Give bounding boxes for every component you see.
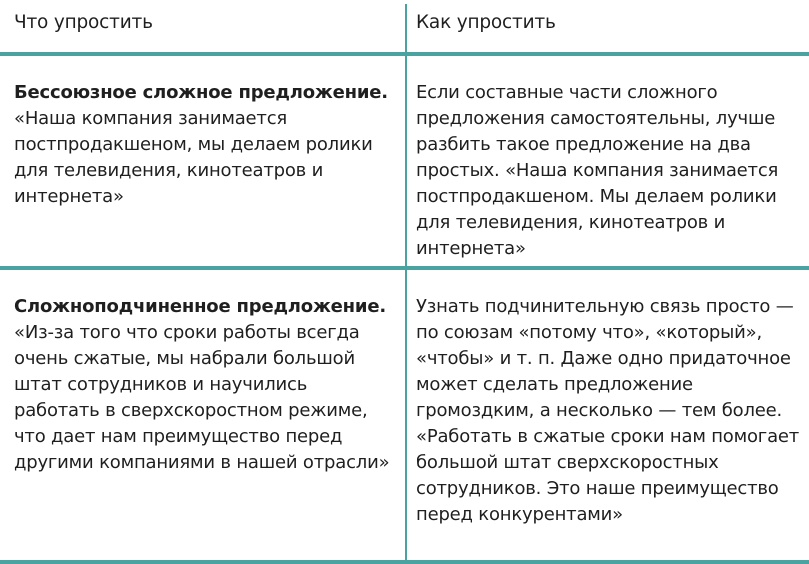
header-divider — [0, 52, 809, 56]
row-divider — [0, 266, 809, 270]
row-1-left-cell — [14, 80, 398, 210]
row-2-left-cell — [14, 294, 398, 476]
row-1-explanation: Если составные части сложного предложения самостоятельны, лучше разбить такое предложение на два простых. «Наша компания занимается постпродакшеном. Мы делаем ролики для телевидения, кинотеатров и интернета» — [416, 82, 779, 259]
row-1-right-cell — [416, 80, 800, 262]
header-how-to-simplify: Как упростить — [416, 12, 556, 33]
row-2-right-cell — [416, 294, 800, 528]
header-what-to-simplify: Что упростить — [14, 12, 153, 33]
row-2-explanation: Узнать подчинительную связь просто — по союзам «потому что», «который», «чтобы» и т. п. Даже одно придаточное может сделать предложение громоздким, а несколько — тем более. «Работать в сжатые сроки нам помогает большой штат сверхскоростных сотрудников. Это наше преимущество перед конкурентами» — [416, 296, 800, 525]
row-2-title: Сложноподчиненное предложение. — [14, 296, 386, 317]
table-bottom-border — [0, 560, 809, 564]
row-1-title: Бессоюзное сложное предложение. — [14, 82, 388, 103]
row-2-example: «Из-за того что сроки работы всегда очень сжатые, мы набрали большой штат сотрудников и научились работать в сверхскоростном режиме, что дает нам преимущество перед другими компаниями в нашей отрасли» — [14, 322, 390, 473]
row-1-example: «Наша компания занимается постпродакшеном, мы делаем ролики для телевидения, кинотеатров и интернета» — [14, 108, 373, 207]
column-divider — [405, 4, 407, 562]
